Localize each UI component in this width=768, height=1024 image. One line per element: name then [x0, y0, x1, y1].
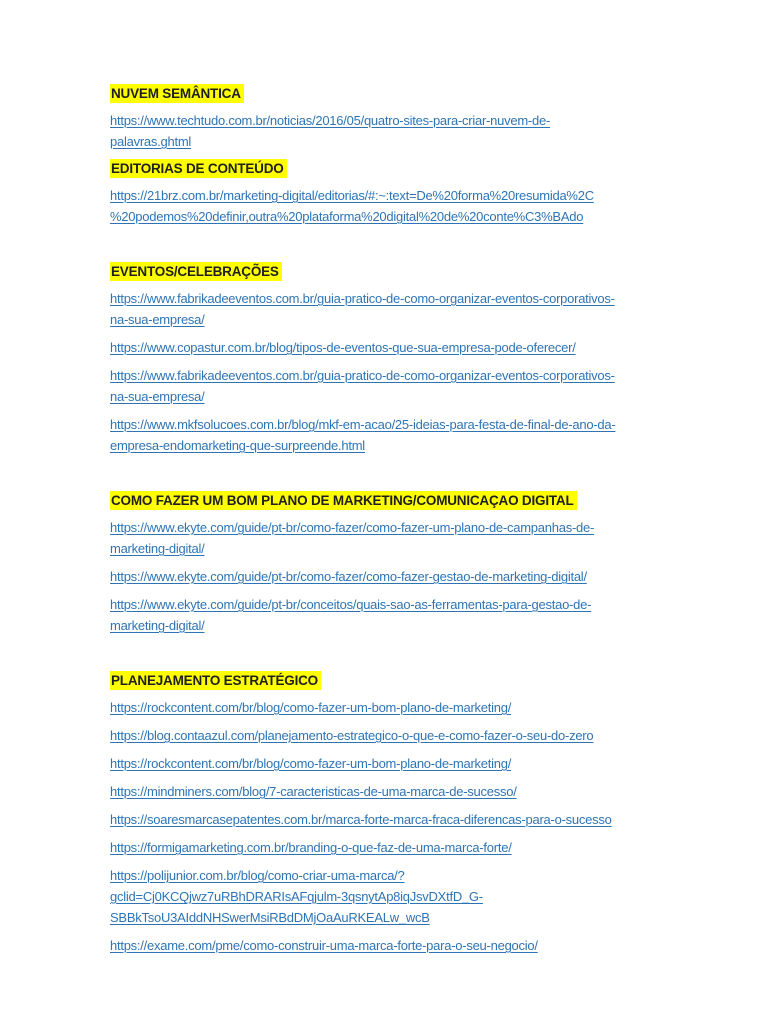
hyperlink-line[interactable]: SBBkTsoU3AIddNHSwerMsiRBdDMjOaAuRKEALw_wcB — [110, 910, 430, 925]
hyperlink[interactable] — [110, 337, 668, 358]
hyperlink-line[interactable]: %20podemos%20definir,outra%20plataforma%20digital%20de%20conte%C3%BAdo — [110, 209, 584, 224]
hyperlink-line[interactable]: https://mindminers.com/blog/7-caracteristicas-de-uma-marca-de-sucesso/ — [110, 784, 517, 799]
hyperlink-line[interactable]: https://www.techtudo.com.br/noticias/2016/05/quatro-sites-para-criar-nuvem-de- — [110, 113, 551, 128]
hyperlink-line[interactable]: https://blog.contaazul.com/planejamento-estrategico-o-que-e-como-fazer-o-seu-do-zero — [110, 728, 594, 743]
hyperlink-line[interactable]: https://www.fabrikadeeventos.com.br/guia-pratico-de-como-organizar-eventos-corporativos- — [110, 368, 615, 383]
hyperlink-line[interactable]: https://rockcontent.com/br/blog/como-fazer-um-bom-plano-de-marketing/ — [110, 756, 512, 771]
section-heading — [110, 671, 668, 691]
hyperlink-line[interactable]: https://www.ekyte.com/guide/pt-br/conceitos/quais-sao-as-ferramentas-para-gestao-de- — [110, 597, 592, 612]
hyperlink-line[interactable]: https://polijunior.com.br/blog/como-criar-uma-marca/? — [110, 868, 405, 883]
section-heading — [110, 491, 668, 511]
hyperlink-line[interactable]: https://exame.com/pme/como-construir-uma-marca-forte-para-o-seu-negocio/ — [110, 938, 538, 953]
hyperlink[interactable] — [110, 566, 668, 587]
link-paragraph — [110, 594, 668, 636]
hyperlink-line[interactable]: marketing-digital/ — [110, 541, 205, 556]
hyperlink-line[interactable]: https://www.mkfsolucoes.com.br/blog/mkf-em-acao/25-ideias-para-festa-de-final-de-ano-da- — [110, 417, 616, 432]
hyperlink[interactable] — [110, 725, 668, 746]
highlighted-heading-text: PLANEJAMENTO ESTRATÉGICO — [110, 671, 321, 690]
hyperlink[interactable] — [110, 517, 668, 559]
highlighted-heading-text: EVENTOS/CELEBRAÇÕES — [110, 262, 282, 281]
hyperlink-line[interactable]: na-sua-empresa/ — [110, 389, 205, 404]
hyperlink[interactable] — [110, 935, 668, 956]
link-paragraph — [110, 697, 668, 718]
hyperlink-line[interactable]: gclid=Cj0KCQjwz7uRBhDRARIsAFqjulm-3qsnytAp8iqJsvDXtfD_G- — [110, 889, 483, 904]
hyperlink-line[interactable]: https://21brz.com.br/marketing-digital/editorias/#:~:text=De%20forma%20resumida%2C — [110, 188, 594, 203]
hyperlink[interactable] — [110, 110, 668, 152]
hyperlink[interactable] — [110, 809, 668, 830]
blank-line — [110, 234, 668, 255]
hyperlink-line[interactable]: https://www.ekyte.com/guide/pt-br/como-fazer/como-fazer-gestao-de-marketing-digital/ — [110, 569, 587, 584]
hyperlink-line[interactable]: palavras.ghtml — [110, 134, 192, 149]
hyperlink[interactable] — [110, 365, 668, 407]
hyperlink-line[interactable]: https://www.ekyte.com/guide/pt-br/como-fazer/como-fazer-um-plano-de-campanhas-de- — [110, 520, 595, 535]
highlighted-heading-text: EDITORIAS DE CONTEÚDO — [110, 159, 287, 178]
hyperlink[interactable] — [110, 753, 668, 774]
link-paragraph — [110, 414, 668, 456]
hyperlink[interactable] — [110, 185, 668, 227]
link-paragraph — [110, 865, 668, 928]
link-paragraph — [110, 935, 668, 956]
hyperlink[interactable] — [110, 865, 668, 928]
section-heading — [110, 262, 668, 282]
hyperlink-line[interactable]: https://www.fabrikadeeventos.com.br/guia-pratico-de-como-organizar-eventos-corporativos- — [110, 291, 615, 306]
link-paragraph — [110, 566, 668, 587]
link-paragraph — [110, 753, 668, 774]
hyperlink-line[interactable]: na-sua-empresa/ — [110, 312, 205, 327]
link-paragraph — [110, 110, 668, 152]
hyperlink[interactable] — [110, 288, 668, 330]
section-heading — [110, 159, 668, 179]
section-heading — [110, 84, 668, 104]
hyperlink[interactable] — [110, 414, 668, 456]
hyperlink-line[interactable]: empresa-endomarketing-que-surpreende.html — [110, 438, 365, 453]
highlighted-heading-text: COMO FAZER UM BOM PLANO DE MARKETING/COMUNICAÇAO DIGITAL — [110, 491, 577, 510]
link-paragraph — [110, 517, 668, 559]
hyperlink[interactable] — [110, 594, 668, 636]
hyperlink[interactable] — [110, 781, 668, 802]
link-paragraph — [110, 809, 668, 830]
hyperlink-line[interactable]: https://www.copastur.com.br/blog/tipos-de-eventos-que-sua-empresa-pode-oferecer/ — [110, 340, 576, 355]
hyperlink[interactable] — [110, 697, 668, 718]
blank-line — [110, 463, 668, 484]
link-paragraph — [110, 288, 668, 330]
link-paragraph — [110, 185, 668, 227]
link-paragraph — [110, 365, 668, 407]
hyperlink-line[interactable]: marketing-digital/ — [110, 618, 205, 633]
hyperlink[interactable] — [110, 837, 668, 858]
highlighted-heading-text: NUVEM SEMÂNTICA — [110, 84, 244, 103]
hyperlink-line[interactable]: https://formigamarketing.com.br/branding-o-que-faz-de-uma-marca-forte/ — [110, 840, 512, 855]
link-paragraph — [110, 781, 668, 802]
hyperlink-line[interactable]: https://soaresmarcasepatentes.com.br/marca-forte-marca-fraca-diferencas-para-o-sucesso — [110, 812, 612, 827]
link-paragraph — [110, 725, 668, 746]
link-paragraph — [110, 837, 668, 858]
blank-line — [110, 643, 668, 664]
link-paragraph — [110, 337, 668, 358]
hyperlink-line[interactable]: https://rockcontent.com/br/blog/como-fazer-um-bom-plano-de-marketing/ — [110, 700, 512, 715]
